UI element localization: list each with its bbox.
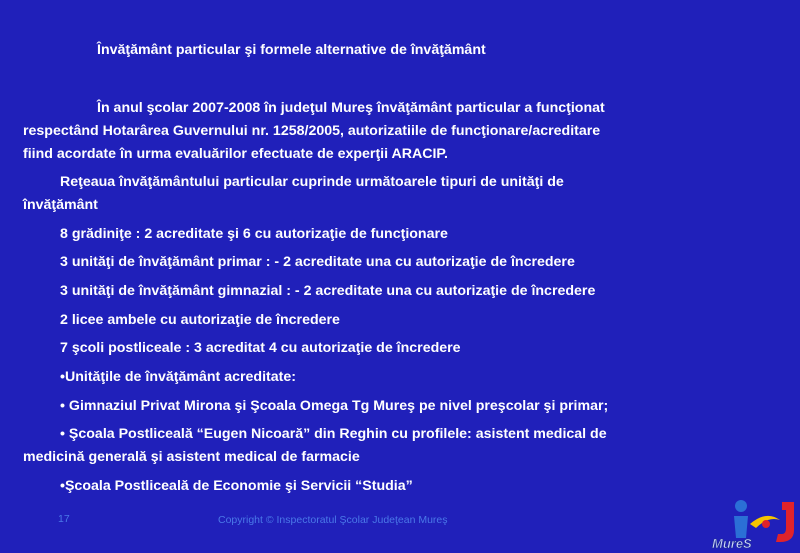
- unit-gymnasium: 3 unităţi de învăţământ gimnazial : - 2 acreditate una cu autorizaţie de încredere: [60, 283, 596, 299]
- inspectorate-logo: [708, 494, 800, 550]
- network-text-line-2: învăţământ: [23, 197, 98, 213]
- unit-kindergartens: 8 grădiniţe : 2 acreditate şi 6 cu autorizaţie de funcţionare: [60, 226, 448, 242]
- footer-copyright: Copyright © Inspectoratul Şcolar Judeţean Mureş: [218, 514, 448, 526]
- page-number: 17: [58, 513, 70, 525]
- logo-blue-head: [735, 500, 747, 512]
- logo-blue-body: [734, 516, 748, 538]
- logo-text: MureS: [712, 536, 752, 550]
- network-text-line-1: Reţeaua învăţământului particular cuprinde următoarele tipuri de unităţi de: [60, 174, 564, 190]
- intro-text-line-1: În anul şcolar 2007-2008 în judeţul Mureş învăţământ particular a funcţionat: [97, 100, 605, 116]
- logo-red-head: [762, 520, 770, 528]
- accredited-item-2-line-2: medicină generală şi asistent medical de farmacie: [23, 449, 360, 465]
- accredited-heading: •Unităţile de învăţământ acreditate:: [60, 369, 296, 385]
- accredited-item-2-line-1: • Şcoala Postliceală “Eugen Nicoară” din Reghin cu profilele: asistent medical de: [60, 426, 607, 442]
- logo-red-letter: [776, 502, 794, 542]
- unit-primary: 3 unităţi de învăţământ primar : - 2 acreditate una cu autorizaţie de încredere: [60, 254, 575, 270]
- unit-postsecondary: 7 şcoli postliceale : 3 acreditat 4 cu autorizaţie de încredere: [60, 340, 461, 356]
- accredited-item-1: • Gimnaziul Privat Mirona şi Şcoala Omega Tg Mureş pe nivel preşcolar şi primar;: [60, 398, 609, 414]
- accredited-item-3: •Şcoala Postliceală de Economie şi Servicii “Studia”: [60, 478, 413, 494]
- slide-title: Învăţământ particular şi formele alternative de învăţământ: [97, 42, 486, 58]
- intro-text-line-2: respectând Hotarârea Guvernului nr. 1258/2005, autorizatiile de funcţionare/acreditare: [23, 123, 601, 139]
- unit-high-schools: 2 licee ambele cu autorizaţie de încredere: [60, 312, 340, 328]
- intro-text-line-3: fiind acordate în urma evaluărilor efectuate de experţii ARACIP.: [23, 146, 448, 162]
